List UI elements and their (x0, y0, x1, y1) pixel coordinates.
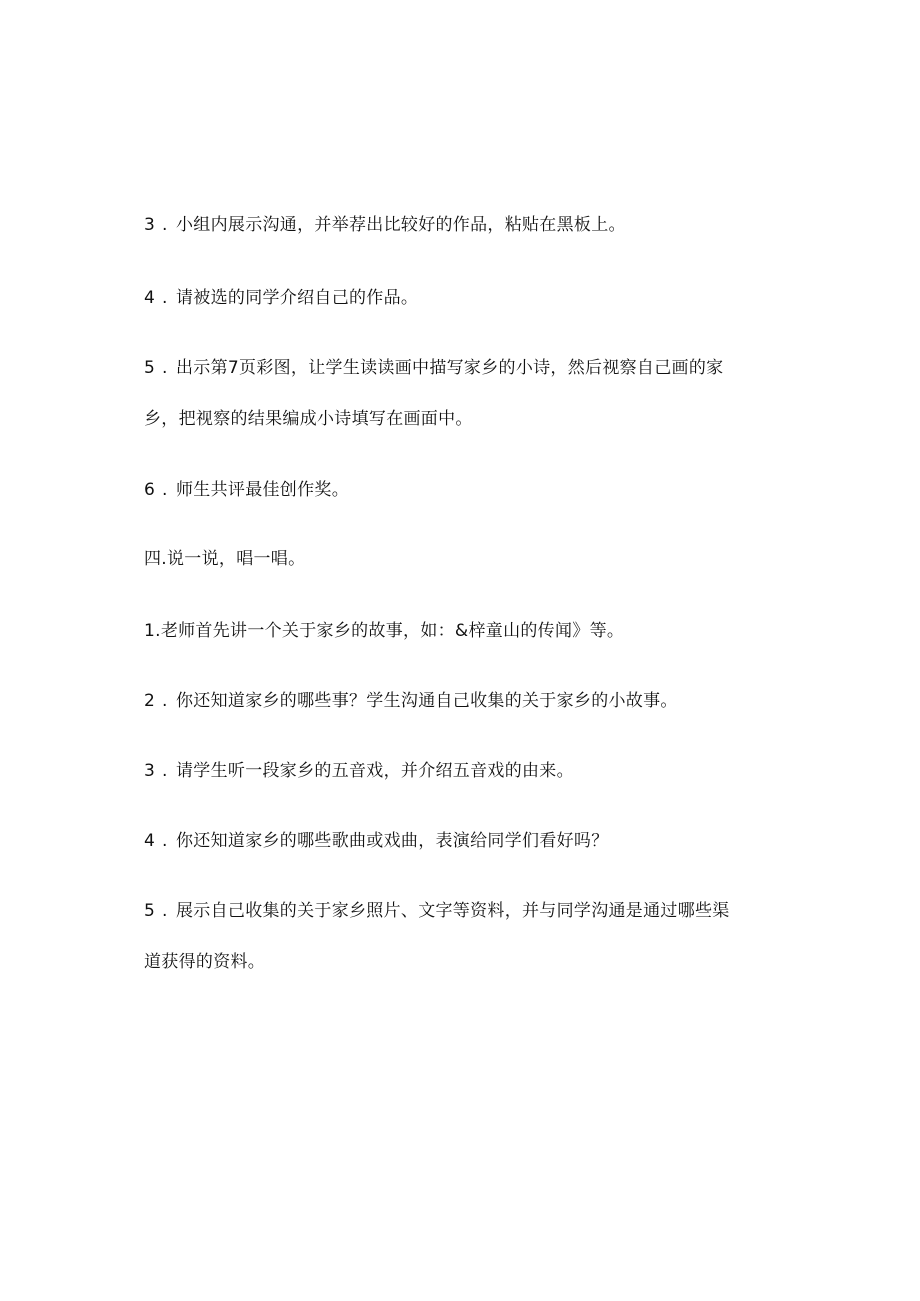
item-number: 3 (144, 761, 156, 781)
item-number: 2 (144, 691, 156, 711)
item-number: 6 (144, 480, 156, 500)
item-separator: . (162, 215, 168, 235)
item-3-opera (144, 759, 784, 783)
item-separator: . (162, 901, 168, 921)
item-text: 请被选的同学介绍自己的作品。 (176, 288, 419, 308)
item-number: 5 (144, 901, 156, 921)
item-3-display (144, 213, 784, 237)
item-number: 4 (144, 288, 156, 308)
item-number: 5 (144, 358, 156, 378)
item-separator: . (162, 358, 168, 378)
item-1-story (144, 619, 784, 643)
item-separator: . (162, 831, 168, 851)
item-separator: . (162, 691, 168, 711)
item-number: 3 (144, 215, 156, 235)
item-text: 小组内展示沟通，并举荐出比较好的作品，粘贴在黑板上。 (176, 215, 626, 235)
item-text: 乡，把视察的结果编成小诗填写在画面中。 (144, 409, 473, 429)
section-heading (144, 547, 784, 571)
item-text: 展示自己收集的关于家乡照片、文字等资料，并与同学沟通是通过哪些渠 (176, 901, 730, 921)
item-4-introduce (144, 286, 784, 310)
item-6-award (144, 478, 784, 502)
item-text: 师生共评最佳创作奖。 (176, 480, 349, 500)
item-5-materials-continued (144, 950, 784, 974)
item-4-songs (144, 829, 784, 853)
section-title: 四.说一说，唱一唱。 (144, 549, 306, 569)
item-text: 道获得的资料。 (144, 952, 266, 972)
item-separator: . (162, 480, 168, 500)
item-text: 出示第7页彩图，让学生读读画中描写家乡的小诗，然后视察自己画的家 (176, 358, 724, 378)
item-2-local-stories (144, 689, 784, 713)
item-text: 你还知道家乡的哪些歌曲或戏曲，表演给同学们看好吗？ (176, 831, 609, 851)
item-separator: . (162, 761, 168, 781)
item-text: 1.老师首先讲一个关于家乡的故事，如：&梓童山的传闻》等。 (144, 621, 625, 641)
item-5-poem-continued (144, 407, 784, 431)
item-separator: . (162, 288, 168, 308)
item-5-poem (144, 356, 784, 380)
item-text: 你还知道家乡的哪些事？学生沟通自己收集的关于家乡的小故事。 (176, 691, 678, 711)
item-number: 4 (144, 831, 156, 851)
item-text: 请学生听一段家乡的五音戏，并介绍五音戏的由来。 (176, 761, 574, 781)
item-5-materials (144, 899, 784, 923)
